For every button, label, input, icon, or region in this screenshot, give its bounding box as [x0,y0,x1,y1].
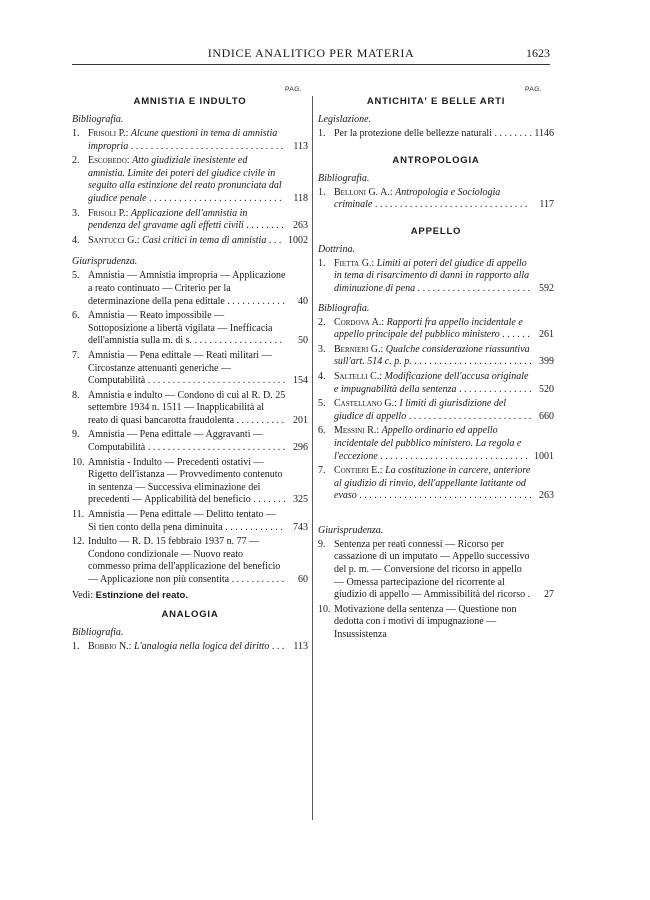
subheading: Bibliografia. [72,626,124,638]
entry-text: Amnistia — Pena edittale — Aggravanti — Computabilità . . . . . . . . . . . . . . . . . . . . . . . . . . . . [88,429,286,454]
section-title: APPELLO [410,225,462,237]
subheading: Bibliografia. [318,302,370,314]
subheading: Dottrina. [318,243,355,255]
entry-list [318,187,554,212]
entry-title: Appello ordinario ed appello incidentale del pubblico ministero. La regola e l'eccezione [334,425,522,462]
entry-text-block [88,208,286,233]
page-reference[interactable]: 117 [539,199,554,211]
index-entry [72,310,308,348]
entry-number: 1. [72,128,80,139]
index-entry [318,258,554,296]
page-reference[interactable]: 113 [293,640,308,652]
entry-text-block [88,270,286,308]
entry-text-block [88,509,286,534]
entry-title: Casi critici in tema di amnistia [142,234,267,246]
pag-label: PAG. [285,86,303,93]
entry-author: Santucci G.: [88,234,140,246]
entry-text: Castellano G.: I limiti di giurisdizione del giudice di appello . . . . . . . . . . . . . . . . . . . . . . . . . [334,398,532,422]
entry-author: Contieri E.: [334,465,383,477]
entry-text: Frisoli P.: Alcune questioni in tema di amnistia impropria . . . . . . . . . . . . . . . . . . . . . . . . . . . . . . . [88,128,284,152]
page-reference[interactable]: 60 [298,574,308,585]
entry-author: Saltelli C.: [334,370,383,382]
entry-text-block [334,187,532,212]
entry-text-block [334,317,532,342]
running-title: INDICE ANALITICO PER MATERIA [207,46,415,60]
entry-text-block [334,128,532,141]
entry-text-block [334,398,532,423]
entry-number: 10. [72,456,85,468]
section-title: ANALOGIA [161,608,219,620]
subheading: Giurisprudenza. [72,256,138,268]
index-entry [318,317,554,342]
index-entry [318,398,554,423]
entry-text-block [88,457,286,507]
entry-list [318,539,554,642]
entry-author: Bernieri G.: [334,343,384,355]
entry-text: Bobbio N.: L'analogia nella logica del diritto . . . [88,640,285,652]
entry-title: Qualche considerazione riassuntiva sull'art. 514 c. p. p. [334,343,530,368]
index-entry [318,604,554,642]
entry-number: 12. [72,536,85,548]
index-entry [72,235,308,248]
page-reference[interactable]: 520 [539,383,554,395]
entry-text: Amnistia — Pena edittale — Delitto tentato — Si tien conto della pena diminuita . . . . . . . . . . . . [88,509,283,533]
index-entry [72,509,308,534]
index-entry [318,128,554,141]
index-entry [72,457,308,507]
page-reference[interactable]: 27 [544,589,554,601]
entry-text: Frisoli P.: Applicazione dell'amnistia in pendenza del gravame agli effetti civili . . . . . . . . [88,207,284,232]
entry-list [318,317,554,503]
entry-text: Amnistia — Amnistia impropria — Applicazione a reato continuato — Criterio per la determinazione della pena edittale . . . . . . . . . . . . [88,270,286,307]
entry-number: 1. [318,128,326,139]
entry-title: Amnistia — Reato impossibile — Sottoposizione a libertà vigilata — Inefficacia dell'amnistia sulla m. di s. [88,310,273,347]
entry-list [72,128,308,247]
entry-title: Alcune questioni in tema di amnistia impropria [88,128,278,152]
page-number: 1623 [526,46,550,60]
entry-text-block [334,539,532,602]
index-entry [72,429,308,454]
entry-text: Messini R.: Appello ordinario ed appello incidentale del pubblico ministero. La regola e l'eccezione . . . . . . . . . . . . . . . . . . . . . . . . . . . . . . [334,425,528,462]
entry-title: Applicazione dell'amnistia in pendenza del gravame agli effetti civili [88,207,248,232]
entry-text-block [88,128,286,153]
page-reference[interactable]: 325 [293,494,308,506]
index-entry [318,539,554,602]
entry-text-block [88,390,286,428]
entry-text: Santucci G.: Casi critici in tema di amnistia . . . [88,234,282,246]
page-reference[interactable]: 118 [293,192,308,204]
page-reference[interactable]: 399 [539,356,554,368]
entry-author: Frisoli P.: [88,128,129,139]
entry-list [318,258,554,296]
entry-text: Amnistia — Reato impossibile — Sottoposizione a libertà vigilata — Inefficacia dell'amnistia sulla m. di s. . . . . . . . . . . . . . . . . . . [88,310,283,347]
entry-text: Cordova A.: Rapporti fra appello incidentale e appello principale del pubblico ministero . . . . . . [334,316,530,341]
entry-text: Bernieri G.: Qualche considerazione riassuntiva sull'art. 514 c. p. p. . . . . . . . . . . . . . . . . . . . . . . . . [334,343,532,368]
entry-text: Amnistia - Indulto — Precedenti ostativi — Rigetto dell'istanza — Provvedimento contenuto in sentenza — Successiva eliminazione dei precedenti — Applicabilità del beneficio . . . . . . . [88,456,286,506]
entry-text: Sentenza per reati connessi — Ricorso per cassazione di un imputato — Appello successivo del p. m. — Conversione del ricorso in appello — Omessa partecipazione del ricorrente al giudizio di appello — Ammissibilità del ricorso . [334,538,531,601]
entry-number: 6. [72,310,80,322]
index-entry [318,465,554,503]
entry-author: Castellano G.: [334,398,397,410]
entry-number: 2. [72,155,80,167]
entry-list [72,641,308,654]
page-reference[interactable]: 263 [293,220,308,232]
entry-number: 4. [318,370,326,382]
entry-number: 3. [318,343,326,355]
entry-list [72,270,308,586]
entry-text: Contieri E.: La costituzione in carcere, anteriore al giudizio di rinvio, dell'appellante latitante od evaso . . . . . . . . . . . . . . . . . . . . . . . . . . . . . . . . . . . [334,465,532,502]
entry-author: Messini R.: [334,425,380,437]
entry-text: Escobedo: Atto giudiziale inesistente ed amnistia. Limite dei poteri del giudice civile in seguito alla estinzione del reato pronunciata dal giudice penale . . . . . . . . . . . . . . . . . . . . . . . . . . . [88,155,282,204]
page-reference[interactable]: 296 [293,442,308,454]
entry-number: 7. [318,465,326,477]
subheading: Giurisprudenza. [318,524,384,536]
entry-title: Amnistia — Pena edittale — Aggravanti — Computabilità [88,429,263,454]
entry-text-block [88,536,286,586]
entry-title: Atto giudiziale inesistente ed amnistia. Limite dei poteri del giudice civile in seguito alla estinzione del reato pronunciata dal giudice penale [88,155,282,204]
entry-number: 5. [318,398,326,410]
page-reference[interactable]: 1002 [288,234,308,246]
page-reference[interactable]: 154 [293,375,308,387]
subheading: Legislazione. [318,114,372,125]
right-column [318,82,554,642]
entry-list [318,128,554,141]
pag-label: PAG. [525,86,543,93]
entry-title: Amnistia e indulto — Condono di cui al R. D. 25 settembre 1934 n. 1511 — Inapplicabilità al reato di quasi bancarotta fraudolenta [88,389,286,426]
subheading: Bibliografia. [318,172,370,184]
entry-number: 3. [72,207,80,219]
entry-text: Saltelli C.: Modificazione dell'accusa originale e impugnabilità della sentenza . . . . . . . . . . . . . . . [334,370,532,395]
page-reference[interactable]: 261 [539,329,554,341]
entry-number: 1. [72,640,80,652]
entry-title: Per la protezione delle bellezze naturali [334,128,492,139]
entry-text: Fietta G.: Limiti ai poteri del giudice di appello in tema di risarcimento di danni in rapporto alla diminuzione di pena . . . . . . . . . . . . . . . . . . . . . . . [334,257,531,294]
entry-author: Bobbio N.: [88,640,132,652]
entry-number: 5. [72,270,80,282]
entry-title: Amnistia — Pena edittale — Reati militari — Circostanze attenuanti generiche — Computabilità [88,349,272,387]
page-reference[interactable]: 1001 [534,450,554,462]
index-entry [72,641,308,654]
page-reference[interactable]: 1146 [534,128,554,139]
entry-text: Belloni G. A.: Antropologia e Sociologia criminale . . . . . . . . . . . . . . . . . . . . . . . . . . . . . . . [334,186,528,211]
entry-title: Sentenza per reati connessi — Ricorso per cassazione di un imputato — Appello successivo del p. m. — Conversione del ricorso in appello — Omessa partecipazione del ricorrente al giudizio di appello — Ammissibilità del ricorso [334,538,530,601]
section-title: ANTROPOLOGIA [392,154,480,166]
entry-text: Indulto — R. D. 15 febbraio 1937 n. 77 — Condono condizionale — Nuovo reato commesso prima dell'applicazione del beneficio — Applicazione non più consentita . . . . . . . . . . . [88,536,285,585]
page-reference[interactable]: 592 [539,282,554,294]
index-entry [72,270,308,308]
entry-text-block [334,465,532,503]
left-column [72,82,308,653]
entry-number: 2. [318,316,326,328]
index-entry [318,187,554,212]
entry-author: Cordova A.: [334,316,385,328]
index-entry [72,128,308,153]
entry-title: Motivazione della sentenza — Questione non dedotta con i motivi di impugnazione — Insussistenza [334,603,517,641]
entry-text: Amnistia — Pena edittale — Reati militari — Circostanze attenuanti generiche — Computabilità . . . . . . . . . . . . . . . . . . . . . . . . . . . . [88,349,286,387]
entry-number: 4. [72,234,80,246]
index-entry [72,350,308,388]
entry-text: Per la protezione delle bellezze naturali . . . . . . . . [334,128,532,139]
entry-title: Limiti ai poteri del giudice di appello in tema di risarcimento di danni in rapporto alla diminuzione di pena [334,257,530,294]
entry-number: 7. [72,349,80,361]
entry-text-block [88,155,286,205]
page-reference[interactable]: 113 [293,140,308,152]
page-reference[interactable]: 660 [539,410,554,422]
entry-author: Escobedo: [88,155,130,167]
entry-author: Belloni G. A.: [334,186,393,198]
entry-title: Modificazione dell'accusa originale e impugnabilità della sentenza [334,370,529,395]
entry-text-block [334,371,532,396]
entry-text-block [88,235,286,248]
entry-title: I limiti di giurisdizione del giudice di appello [334,398,507,422]
column-divider [312,96,313,820]
entry-text: Amnistia e indulto — Condono di cui al R. D. 25 settembre 1934 n. 1511 — Inapplicabilità al reato di quasi bancarotta fraudolenta . . . . . . . . . . [88,389,286,426]
entry-number: 8. [72,389,80,401]
entry-text-block [88,350,286,388]
entry-author: Fietta G.: [334,257,375,269]
entry-number: 11. [72,509,85,521]
page-reference[interactable]: 50 [298,335,308,347]
entry-text-block [334,604,532,642]
entry-author: Frisoli P.: [88,207,129,219]
entry-title: Amnistia — Pena edittale — Delitto tentato — Si tien conto della pena diminuita [88,509,277,533]
entry-number: 6. [318,425,326,437]
entry-text-block [334,258,532,296]
vedi-target[interactable]: Estinzione del reato. [95,589,188,601]
entry-number: 9. [72,429,80,441]
entry-text-block [88,310,286,348]
index-entry [72,155,308,205]
page-reference[interactable]: 263 [539,490,554,502]
entry-number: 9. [318,538,326,550]
entry-text-block [334,344,532,369]
page-header [72,44,550,65]
entry-number: 1. [318,186,326,198]
page-reference[interactable]: 743 [293,521,308,533]
entry-text-block [88,641,286,654]
entry-title: Amnistia — Amnistia impropria — Applicazione a reato continuato — Criterio per la determinazione della pena edittale [88,270,286,307]
page-reference[interactable]: 201 [293,414,308,426]
page-reference[interactable]: 40 [298,295,308,307]
entry-text-block [334,425,532,463]
cross-reference [72,589,308,602]
entry-title: Indulto — R. D. 15 febbraio 1937 n. 77 — Condono condizionale — Nuovo reato commesso prima dell'applicazione del beneficio — Applicazione non più consentita [88,536,281,585]
entry-number: 1. [318,257,326,269]
entry-title: Amnistia - Indulto — Precedenti ostativi — Rigetto dell'istanza — Provvedimento contenuto in sentenza — Successiva eliminazione dei precedenti — Applicabilità del beneficio [88,456,283,506]
entry-title: L'analogia nella logica del diritto [133,640,270,652]
entry-text [334,604,532,642]
index-entry [72,536,308,586]
entry-text-block [88,429,286,454]
section-title: AMNISTIA E INDULTO [133,96,247,107]
index-entry [72,390,308,428]
entry-title: Antropologia e Sociologia criminale [334,186,501,211]
vedi-label: Vedi: [72,589,94,601]
index-entry [72,208,308,233]
subheading: Bibliografia. [72,114,124,125]
entry-number: 10. [318,603,331,615]
entry-title: Rapporti fra appello incidentale e appello principale del pubblico ministero [334,316,523,341]
index-entry [318,371,554,396]
section-title: ANTICHITA' E BELLE ARTI [366,96,506,107]
index-entry [318,425,554,463]
entry-title: La costituzione in carcere, anteriore al giudizio di rinvio, dell'appellante latitante od evaso [334,465,531,502]
index-entry [318,344,554,369]
